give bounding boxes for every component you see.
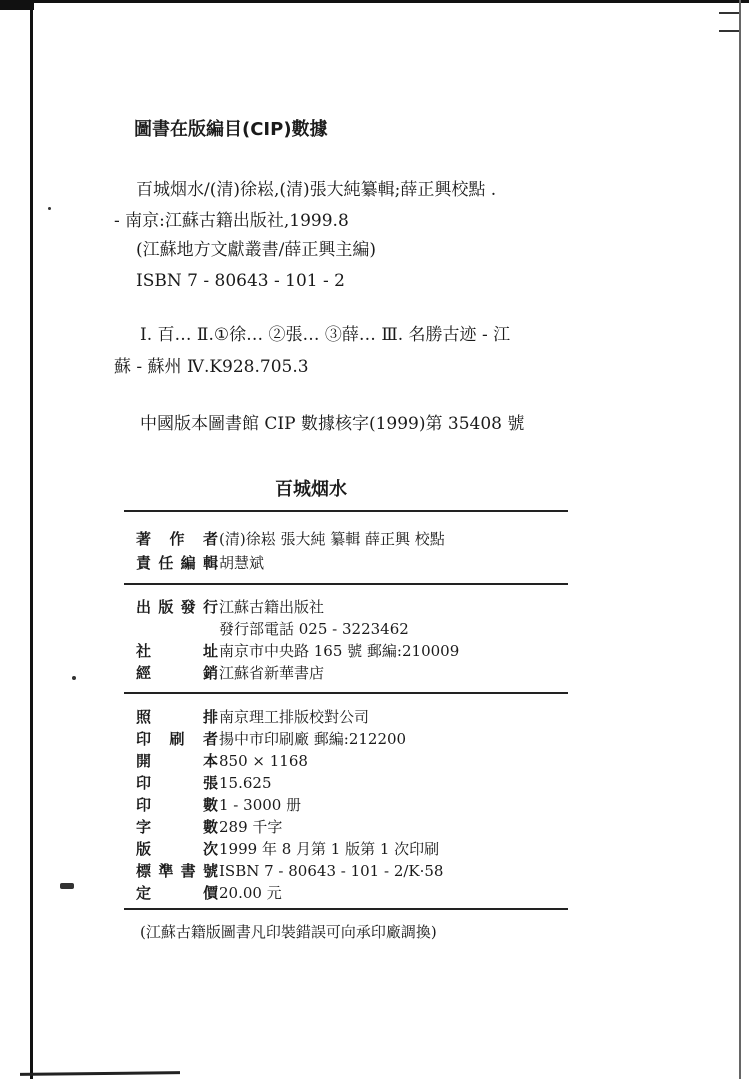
field-label-char: 社 (136, 642, 152, 660)
field-label-char: 排 (202, 708, 218, 726)
field-label-char: 字 (136, 818, 152, 836)
field-value: ISBN 7 - 80643 - 101 - 2/K·58 (219, 862, 444, 880)
field-label-char: 編 (180, 554, 196, 572)
field-label-char: 者 (202, 730, 218, 748)
cip-isbn: ISBN 7 - 80643 - 101 - 2 (136, 271, 345, 291)
field-label-char: 印 (136, 796, 152, 814)
cip-heading: 圖書在版編目(CIP)數據 (134, 119, 328, 140)
field-label (136, 730, 218, 748)
book-title: 百城烟水 (275, 479, 347, 500)
scan-speck (48, 207, 51, 210)
field-label (136, 598, 218, 616)
field-value: 1 - 3000 册 (219, 796, 302, 814)
field-label (136, 840, 218, 858)
field-value: 揚中市印刷廠 郵編:212200 (219, 730, 407, 748)
field-label-char: 銷 (202, 664, 218, 682)
field-label (136, 818, 218, 836)
field-label (136, 862, 218, 880)
cip-classification: Ⅰ. 百… Ⅱ.①徐… ②張… ③薛… Ⅲ. 名勝古迹 - 江 (140, 325, 511, 345)
field-label-char: 行 (202, 598, 218, 616)
field-label-char: 號 (202, 862, 218, 880)
field-label-char: 經 (136, 664, 152, 682)
field-label-char: 價 (202, 884, 218, 902)
field-label-char: 準 (158, 862, 174, 880)
cip-line: - 南京:江蘇古籍出版社,1999.8 (114, 211, 349, 231)
scan-speck (60, 883, 74, 889)
field-value: 15.625 (219, 774, 272, 792)
footer-note: (江蘇古籍版圖書凡印裝錯誤可向承印廠調換) (140, 923, 437, 941)
field-label-char: 作 (169, 530, 185, 548)
scan-edge (0, 0, 34, 10)
field-label-char: 數 (202, 796, 218, 814)
field-label-char: 次 (202, 840, 218, 858)
divider (124, 692, 568, 694)
cip-core-number: 中國版本圖書館 CIP 數據核字(1999)第 35408 號 (140, 414, 525, 434)
field-label (136, 642, 218, 660)
scan-edge (30, 0, 749, 3)
scan-edge (20, 1071, 180, 1076)
field-label-char: 書 (180, 862, 196, 880)
cip-classification: 蘇 - 蘇州 Ⅳ.K928.705.3 (114, 357, 309, 377)
field-label-char: 本 (202, 752, 218, 770)
scan-edge (30, 0, 33, 1079)
field-value: 發行部電話 025 - 3223462 (219, 620, 409, 638)
cip-line: (江蘇地方文獻叢書/薛正興主編) (136, 240, 376, 260)
field-label-char: 著 (136, 530, 152, 548)
field-label (136, 554, 218, 572)
field-label-char: 出 (136, 598, 152, 616)
field-label (136, 530, 218, 548)
field-label (136, 752, 218, 770)
field-value: 850 × 1168 (219, 752, 308, 770)
field-label (136, 708, 218, 726)
field-label-char: 印 (136, 730, 152, 748)
field-value: (清)徐崧 張大純 纂輯 薛正興 校點 (219, 530, 445, 548)
field-label-char: 標 (136, 862, 152, 880)
field-value: 1999 年 8 月第 1 版第 1 次印刷 (219, 840, 440, 858)
field-label-char: 張 (202, 774, 218, 792)
field-label-char: 印 (136, 774, 152, 792)
field-value: 胡慧斌 (219, 554, 265, 572)
field-label (136, 884, 218, 902)
field-label-char: 數 (202, 818, 218, 836)
field-label-char: 址 (202, 642, 218, 660)
divider (124, 908, 568, 910)
field-value: 289 千字 (219, 818, 283, 836)
field-label (136, 774, 218, 792)
divider (124, 583, 568, 585)
field-label-char: 開 (136, 752, 152, 770)
field-label-char: 者 (202, 530, 218, 548)
field-value: 南京市中央路 165 號 郵編:210009 (219, 642, 460, 660)
cip-line: 百城烟水/(清)徐崧,(清)張大純纂輯;薛正興校點 . (136, 180, 497, 200)
scan-edge (739, 0, 741, 1079)
field-label (136, 664, 218, 682)
field-label-char: 刷 (169, 730, 185, 748)
field-value: 江蘇古籍出版社 (219, 598, 325, 616)
field-label-char: 發 (180, 598, 196, 616)
field-label-char: 輯 (202, 554, 218, 572)
field-label-char: 任 (158, 554, 174, 572)
field-label-char: 照 (136, 708, 152, 726)
field-label-char: 責 (136, 554, 152, 572)
field-label (136, 796, 218, 814)
scan-mark (719, 12, 739, 32)
divider (124, 510, 568, 512)
field-label-char: 版 (158, 598, 174, 616)
field-value: 江蘇省新華書店 (219, 664, 325, 682)
field-label-char: 定 (136, 884, 152, 902)
field-value: 南京理工排版校對公司 (219, 708, 370, 726)
scan-speck (72, 676, 76, 680)
field-label-char: 版 (136, 840, 152, 858)
field-value: 20.00 元 (219, 884, 282, 902)
